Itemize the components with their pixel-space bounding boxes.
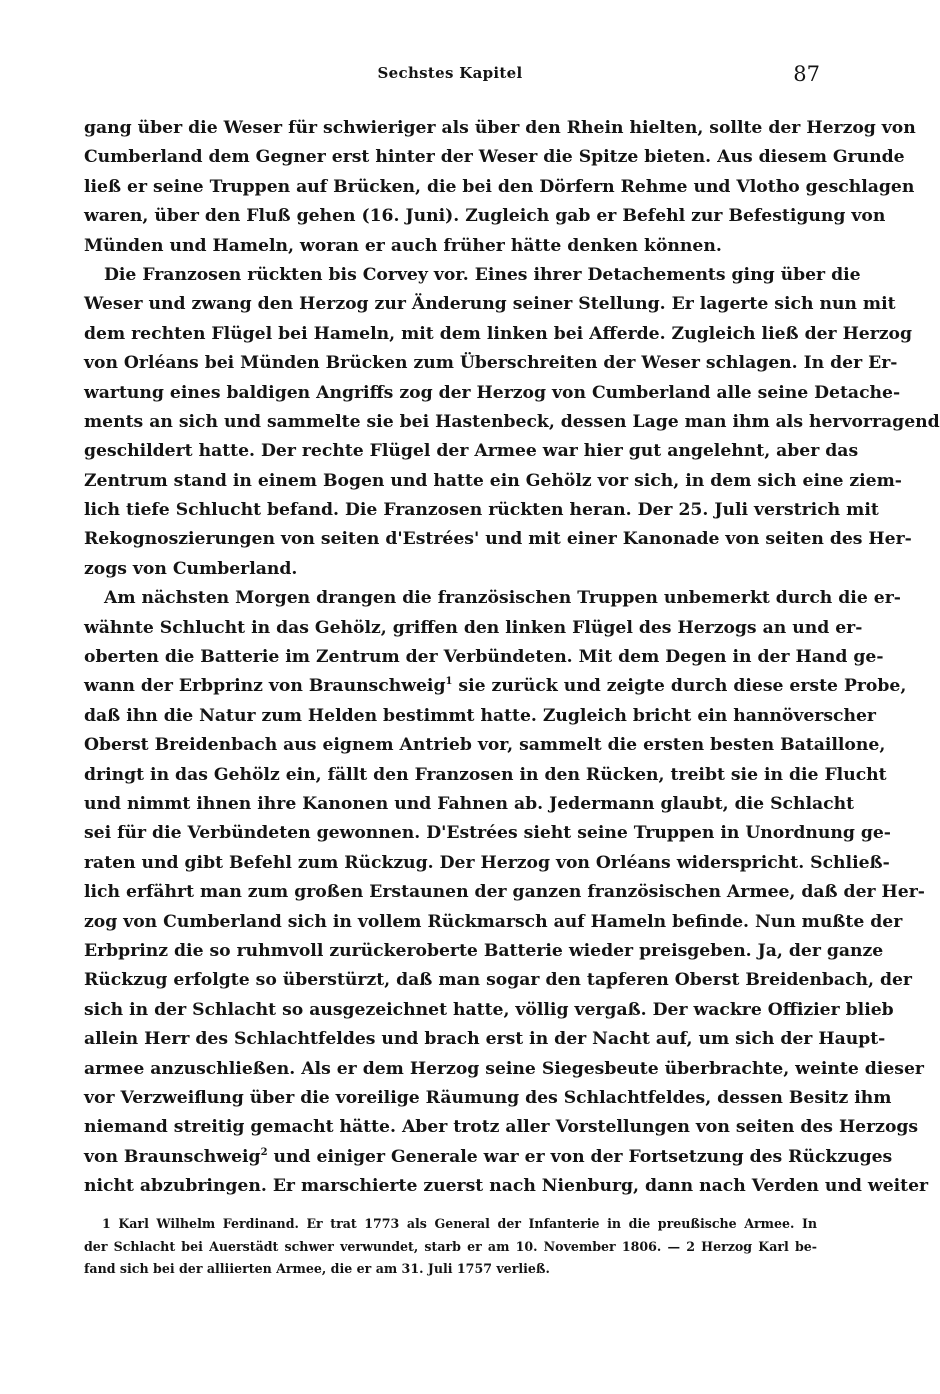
- running-head-title: Sechstes Kapitel: [377, 64, 523, 82]
- text-line: sich in der Schlacht so ausgezeichnet hatte, völlig vergaß. Der wackre Offizier blieb: [84, 999, 894, 1020]
- text-line: vor Verzweiflung über die voreilige Räumung des Schlachtfeldes, dessen Besitz ihm: [84, 1087, 892, 1108]
- text-fragment: von Braunschweig: [84, 1146, 261, 1167]
- text-line: wartung eines baldigen Angriffs zog der Herzog von Cumberland alle seine Detache-: [84, 382, 901, 403]
- footnote-line: der Schlacht bei Auerstädt schwer verwundet, starb er am 10. November 1806. — 2 Herzog Karl be-: [84, 1238, 817, 1254]
- text-line: lich tiefe Schlucht befand. Die Franzosen rückten heran. Der 25. Juli verstrich mit: [84, 500, 879, 521]
- text-line: geschildert hatte. Der rechte Flügel der Armee war hier gut angelehnt, aber das: [84, 441, 859, 462]
- text-line: Erbprinz die so ruhmvoll zurückeroberte Batterie wieder preisgeben. Ja, der ganze: [84, 940, 884, 961]
- text-line: Die Franzosen rückten bis Corvey vor. Eines ihrer Detachements ging über die: [104, 264, 861, 285]
- page-number: 87: [793, 62, 820, 86]
- text-line: Weser und zwang den Herzog zur Änderung seiner Stellung. Er lagerte sich nun mit: [84, 294, 896, 315]
- paragraph-3: [84, 584, 929, 1201]
- footnotes: [84, 1213, 817, 1281]
- text-line: Zentrum stand in einem Bogen und hatte ein Gehölz vor sich, in dem sich eine ziem-: [84, 470, 902, 491]
- text-line: dringt in das Gehölz ein, fällt den Franzosen in den Rücken, treibt sie in die Flucht: [84, 764, 887, 785]
- text-line: zog von Cumberland sich in vollem Rückmarsch auf Hameln befinde. Nun mußte der: [84, 911, 903, 932]
- footnote-ref-2[interactable]: 2: [260, 1146, 268, 1158]
- text-line: ments an sich und sammelte sie bei Hastenbeck, dessen Lage man ihm als hervorragend: [84, 411, 940, 432]
- text-line: waren, über den Fluß gehen (16. Juni). Zugleich gab er Befehl zur Befestigung von: [84, 206, 886, 227]
- text-line: dem rechten Flügel bei Hameln, mit dem linken bei Afferde. Zugleich ließ der Herzog: [84, 323, 913, 344]
- text-line: Münden und Hameln, woran er auch früher hätte denken können.: [84, 235, 722, 256]
- footnote-line: 1 Karl Wilhelm Ferdinand. Er trat 1773 als General der Infanterie in die preußische Armee. In: [102, 1216, 817, 1231]
- text-line: von Orléans bei Münden Brücken zum Überschreiten der Weser schlagen. In der Er-: [84, 353, 898, 374]
- text-fragment: sie zurück und zeigte durch diese erste Probe,: [452, 676, 907, 697]
- text-line: wähnte Schlucht in das Gehölz, griffen den linken Flügel des Herzogs an und er-: [84, 617, 863, 638]
- text-line: raten und gibt Befehl zum Rückzug. Der Herzog von Orléans widerspricht. Schließ-: [84, 852, 890, 873]
- text-line: nicht abzubringen. Er marschierte zuerst nach Nienburg, dann nach Verden und weiter: [84, 1176, 929, 1197]
- footnote-line: fand sich bei der alliierten Armee, die er am 31. Juli 1757 verließ.: [84, 1261, 550, 1276]
- text-line: armee anzuschließen. Als er dem Herzog seine Siegesbeute überbrachte, weinte dieser: [84, 1058, 924, 1079]
- text-line: Rekognoszierungen von seiten d'Estrées' und mit einer Kanonade von seiten des Her-: [84, 529, 912, 550]
- text-line: und nimmt ihnen ihre Kanonen und Fahnen ab. Jedermann glaubt, die Schlacht: [84, 793, 855, 814]
- text-line: Am nächsten Morgen drangen die französischen Truppen unbemerkt durch die er-: [104, 588, 901, 609]
- text-line: Cumberland dem Gegner erst hinter der Weser die Spitze bieten. Aus diesem Grunde: [84, 147, 905, 168]
- text-line: zogs von Cumberland.: [84, 558, 298, 579]
- text-line-with-footnote-2: [84, 1143, 893, 1172]
- text-fragment: wann der Erbprinz von Braunschweig: [84, 676, 446, 697]
- text-line: daß ihn die Natur zum Helden bestimmt hatte. Zugleich bricht ein hannöverscher: [84, 705, 876, 726]
- body-text: [84, 114, 940, 1201]
- text-line: ließ er seine Truppen auf Brücken, die bei den Dörfern Rehme und Vlotho geschlagen: [84, 176, 915, 197]
- footnote-ref-1[interactable]: 1: [445, 676, 453, 688]
- text-line: Rückzug erfolgte so überstürzt, daß man sogar den tapferen Oberst Breidenbach, der: [84, 970, 912, 991]
- text-line: sei für die Verbündeten gewonnen. D'Estrées sieht seine Truppen in Unordnung ge-: [84, 823, 891, 844]
- text-line: oberten die Batterie im Zentrum der Verbündeten. Mit dem Degen in der Hand ge-: [84, 647, 884, 668]
- paragraph-1: [84, 114, 916, 261]
- text-line: Oberst Breidenbach aus eignem Antrieb vor, sammelt die ersten besten Bataillone,: [84, 735, 886, 756]
- text-line: allein Herr des Schlachtfeldes und brach erst in der Nacht auf, um sich der Haupt-: [84, 1029, 886, 1050]
- text-line: lich erfährt man zum großen Erstaunen der ganzen französischen Armee, daß der Her-: [84, 882, 925, 903]
- text-fragment: und einiger Generale war er von der Fortsetzung des Rückzuges: [267, 1146, 893, 1167]
- text-line: gang über die Weser für schwieriger als über den Rhein hielten, sollte der Herzog von: [84, 118, 916, 138]
- paragraph-2: [84, 261, 940, 584]
- text-line: niemand streitig gemacht hätte. Aber trotz aller Vorstellungen von seiten des Herzogs: [84, 1117, 919, 1138]
- text-line-with-footnote-1: [84, 672, 907, 701]
